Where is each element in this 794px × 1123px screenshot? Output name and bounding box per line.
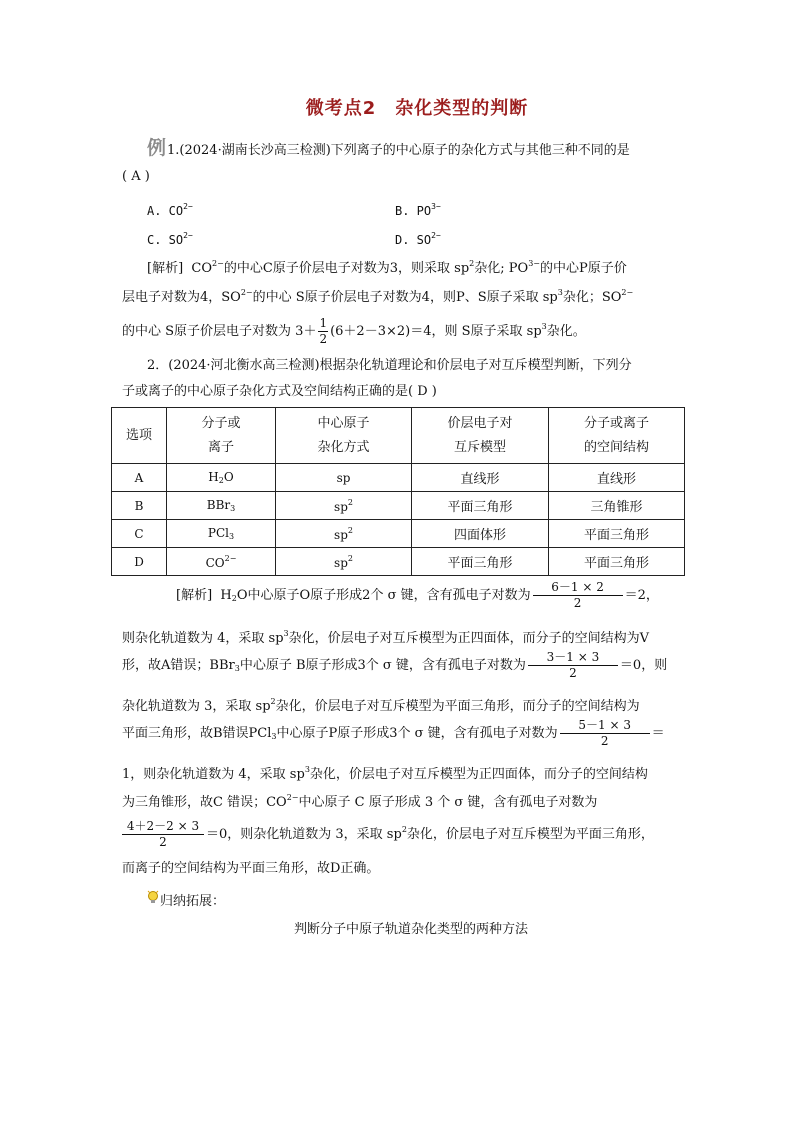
table-row: A $H_2O$ sp 直线形 直线形 xyxy=(112,464,685,492)
option-d: D. $SO^{2-}$ xyxy=(395,231,441,247)
page-title: 微考点2 杂化类型的判断 xyxy=(305,98,529,119)
option-a: A. $CO^{2-}$ xyxy=(147,202,193,218)
header-cell: 选项 xyxy=(112,408,167,464)
q2-analysis-line4: 杂化轨道数为 3，采取 $sp^2$杂化，价层电子对互斥模型为平面三角形，而分子的空间结构为 xyxy=(122,697,640,714)
q2-analysis-line7: 为三角锥形，故C 错误；$CO^{2-}$中心原子 C 原子形成 3 个 σ 键，含有孤电子对数为 xyxy=(122,793,598,810)
q2-analysis-line1: [解析] $H_2O$中心原子O原子形成2个 σ 键，含有孤电子对数为 $\frac{6-1 \times 2}{2}$ ＝2， xyxy=(176,580,659,610)
header-cell: 中心原子 杂化方式 xyxy=(276,408,412,464)
q2-analysis-line3: 形，故A错误；BBr$_3$中心原子 B原子形成3个 σ 键，含有孤电子对数为 $\frac{3-1 \times 3}{2}$ ＝0，则 xyxy=(122,650,668,680)
q2-analysis-line8: $\frac{4+2-2 \times 3}{2}$ ＝0，则杂化轨道数为 3，采取 $sp^2$杂化，价层电子对互斥模型为平面三角形， xyxy=(120,815,654,850)
q1-analysis-line3: 的中心 S原子价层电子对数为 3＋ $\frac{1}{2}$ (6＋2－3×2)＝4，则 S原子采取 $sp^3$杂化。 xyxy=(122,316,586,346)
header-cell: 分子或离子 的空间结构 xyxy=(549,408,685,464)
q2-analysis-line5: 平面三角形，故B错误PCl$_3$中心原子P原子形成3个 σ 键，含有孤电子对数为 $\frac{5-1 \times 3}{2}$ ＝ xyxy=(122,718,665,748)
options-table xyxy=(111,407,685,576)
q1-stem: 例1.(2024·湖南长沙高三检测)下列离子的中心原子的杂化方式与其他三种不同的是 xyxy=(147,137,630,159)
summary-heading: 判断分子中原子轨道杂化类型的两种方法 xyxy=(293,922,528,937)
table-row: D $CO^{2-}$ $sp^2$ 平面三角形 平面三角形 xyxy=(112,548,685,576)
q1-answer: ( A ) xyxy=(122,169,150,184)
summary-label: 归纳拓展： xyxy=(160,894,226,909)
table-row: B BBr$_3$ $sp^2$ 平面三角形 三角锥形 xyxy=(112,492,685,520)
option-c: C. $SO^{2-}$ xyxy=(147,231,193,247)
q2-analysis-line2: 则杂化轨道数为 4，采取 $sp^3$杂化，价层电子对互斥模型为正四面体，而分子的空间结构为V xyxy=(122,629,650,646)
option-b: B. $PO^{3-}$ xyxy=(395,202,441,218)
q2-stem-line2: 子或离子的中心原子杂化方式及空间结构正确的是( D ) xyxy=(122,384,437,399)
table-header-row xyxy=(112,408,685,464)
q2-stem-line1: 2．(2024·河北衡水高三检测)根据杂化轨道理论和价层电子对互斥模型判断，下列分 xyxy=(147,358,632,373)
header-cell: 价层电子对 互斥模型 xyxy=(412,408,549,464)
table-row: C PCl$_3$ $sp^2$ 四面体形 平面三角形 xyxy=(112,520,685,548)
q2-analysis-line9: 而离子的空间结构为平面三角形，故D正确。 xyxy=(122,861,380,876)
q2-analysis-line6: 1，则杂化轨道数为 4，采取 $sp^3$杂化，价层电子对互斥模型为正四面体，而分子的空间结构 xyxy=(122,765,648,782)
q1-analysis-line2: 层电子对数为4，$SO^{2-}$的中心 S原子价层电子对数为4，则P、S原子采取 $sp^3$杂化；$SO^{2-}$ xyxy=(122,288,634,305)
q1-analysis-line1: [解析] $CO^{2-}$的中心C原子价层电子对数为3，则采取 $sp^2$杂化; $PO^{3-}$的中心P原子价 xyxy=(147,259,627,276)
lightbulb-icon xyxy=(147,890,159,910)
example-label: 例 xyxy=(147,137,167,159)
header-cell: 分子或 离子 xyxy=(167,408,276,464)
